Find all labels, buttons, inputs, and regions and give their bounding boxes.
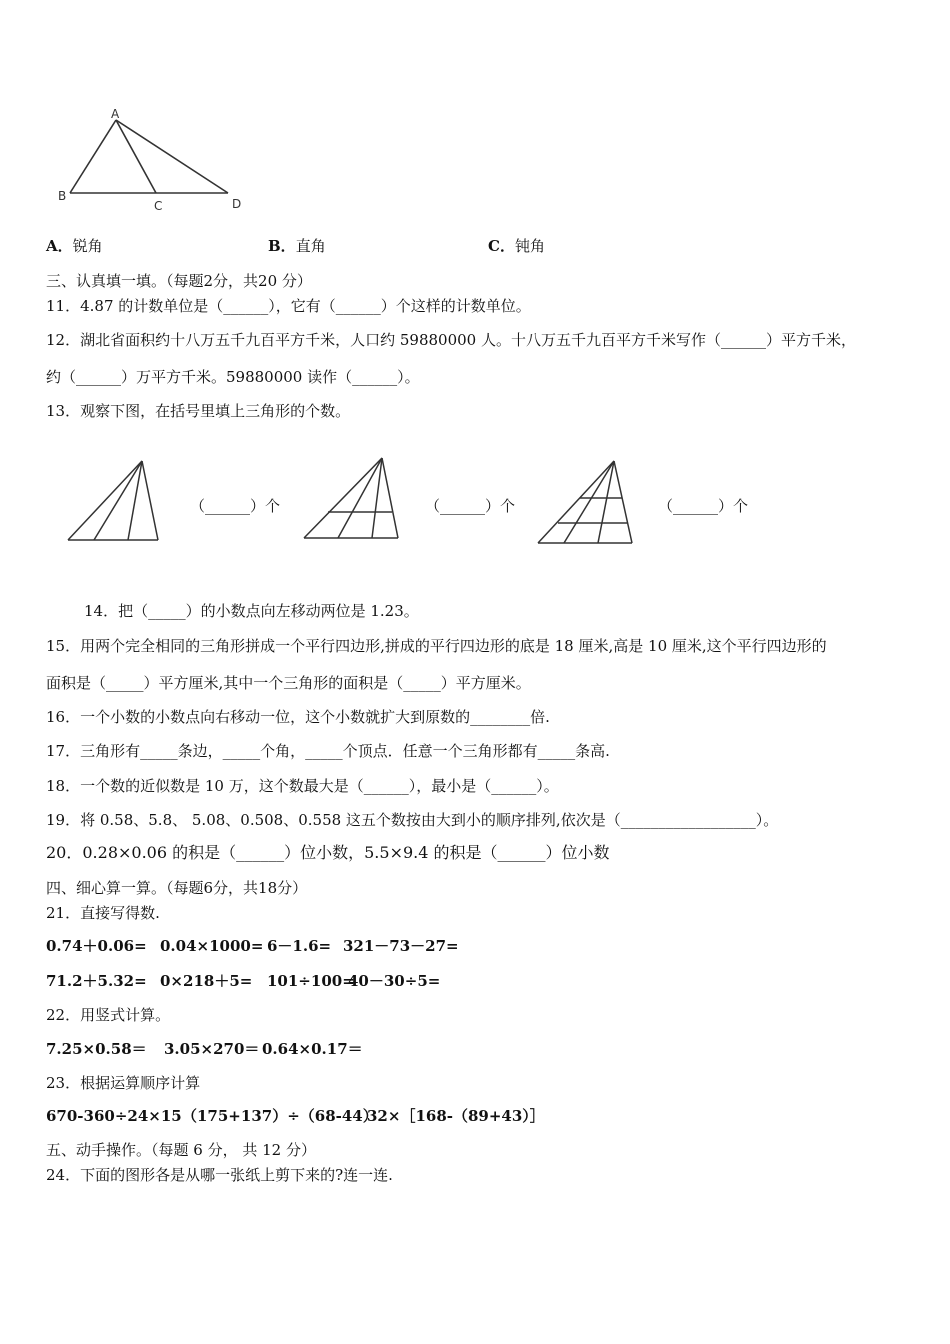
section-5-heading: 五、动手操作。（每题 6 分， 共 12 分）: [46, 1141, 316, 1159]
q13-triangle-1: [62, 455, 172, 550]
q23-item: 32×［168-（89+43）］: [367, 1107, 545, 1125]
q21-item: 6－1.6=: [267, 937, 332, 955]
vertex-label-a: A: [111, 107, 120, 121]
question-15-line1: 15．用两个完全相同的三角形拼成一个平行四边形,拼成的平行四边形的底是 18 厘米,高是 10 厘米,这个平行四边形的: [46, 637, 827, 655]
option-c: C．钝角: [488, 237, 545, 255]
question-15-line2: 面积是（_____）平方厘米,其中一个三角形的面积是（_____）平方厘米。: [46, 674, 531, 692]
section-4-heading: 四、细心算一算。（每题6分，共18分）: [46, 879, 308, 897]
q21-item: 0.74＋0.06=: [46, 937, 147, 955]
vertex-label-d: D: [232, 197, 242, 211]
q13-triangle-3: [534, 455, 644, 550]
question-14: 14．把（_____）的小数点向左移动两位是 1.23。: [84, 602, 419, 620]
question-12-line2: 约（______）万平方千米。59880000 读作（______）。: [46, 368, 420, 386]
vertex-label-b: B: [58, 189, 67, 203]
question-16: 16．一个小数的小数点向右移动一位，这个小数就扩大到原数的________倍.: [46, 708, 550, 726]
question-19: 19．将 0.58、5.8、 5.08、0.508、0.558 这五个数按由大到小的顺序排列,依次是（__________________）。: [46, 811, 779, 829]
q21-item: 40－30÷5=: [348, 972, 441, 990]
q21-item: 101÷100=: [267, 972, 355, 990]
question-23-title: 23．根据运算顺序计算: [46, 1074, 201, 1092]
vertex-label-c: C: [154, 199, 163, 213]
question-18: 18．一个数的近似数是 10 万，这个数最大是（______），最小是（______）。: [46, 777, 559, 795]
q21-item: 321－73－27=: [343, 937, 459, 955]
question-13: 13．观察下图，在括号里填上三角形的个数。: [46, 402, 351, 420]
question-22-title: 22．用竖式计算。: [46, 1006, 171, 1024]
q23-item: （175+137）÷（68-44）: [182, 1107, 378, 1125]
question-17: 17．三角形有_____条边，_____个角，_____个顶点．任意一个三角形都有_____条高.: [46, 742, 610, 760]
q21-item: 0.04×1000=: [160, 937, 264, 955]
question-21-title: 21．直接写得数.: [46, 904, 160, 922]
question-12-line1: 12．湖北省面积约十八万五千九百平方千米，人口约 59880000 人。十八万五千九百平方千米写作（______）平方千米，: [46, 331, 856, 349]
q22-item: 0.64×0.17＝: [262, 1040, 363, 1058]
section-3-heading: 三、认真填一填。（每题2分，共20 分）: [46, 272, 312, 290]
q13-triangle-2: [298, 452, 408, 547]
triangle-abcd-figure: [52, 104, 252, 214]
q22-item: 7.25×0.58＝: [46, 1040, 147, 1058]
option-b: B．直角: [268, 237, 326, 255]
q23-item: 670-360÷24×15: [46, 1107, 182, 1125]
question-20: 20．0.28×0.06 的积是（______）位小数，5.5×9.4 的积是（______）位小数: [46, 843, 610, 862]
q21-item: 71.2＋5.32=: [46, 972, 147, 990]
question-24: 24．下面的图形各是从哪一张纸上剪下来的?连一连.: [46, 1166, 393, 1184]
q21-item: 0×218＋5=: [160, 972, 253, 990]
q22-item: 3.05×270＝: [164, 1040, 260, 1058]
option-a: A．锐角: [46, 237, 103, 255]
q13-blank-3: （______）个: [658, 497, 749, 515]
q13-blank-2: （______）个: [425, 497, 516, 515]
q13-blank-1: （______）个: [190, 497, 281, 515]
question-11: 11．4.87 的计数单位是（______），它有（______）个这样的计数单位。: [46, 297, 531, 315]
